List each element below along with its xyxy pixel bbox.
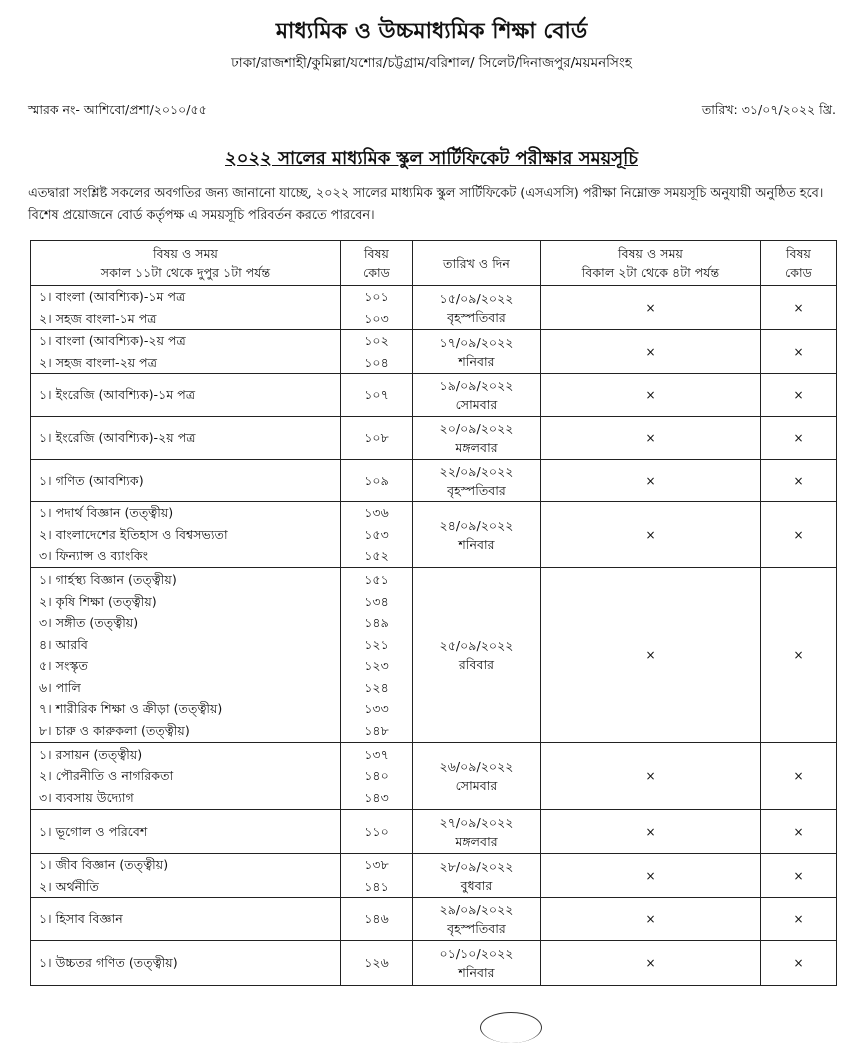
subject-code: ১৩৭: [364, 746, 389, 762]
subject-code: ১০৭: [364, 387, 389, 403]
exam-day: শনিবার: [458, 965, 495, 980]
exam-day: সোমবার: [455, 778, 498, 793]
morning-subjects-cell: [31, 568, 341, 743]
afternoon-subject-cell: ×: [541, 502, 761, 568]
table-row: [31, 568, 837, 743]
subject-name: ১। গণিত (আবশ্যিক): [39, 472, 144, 488]
morning-subjects-cell: [31, 374, 341, 417]
morning-subjects-cell: [31, 854, 341, 898]
afternoon-code-cell: ×: [761, 854, 837, 898]
afternoon-code-cell: ×: [761, 460, 837, 502]
subject-code: ১৪০: [364, 768, 389, 784]
morning-subjects-cell: [31, 460, 341, 502]
subject-code: ১০১: [364, 289, 389, 304]
subject-name: ১। হিসাব বিজ্ঞান: [39, 911, 123, 927]
afternoon-subject-cell: ×: [541, 374, 761, 417]
table-row: [31, 941, 837, 986]
subject-name: ২। সহজ বাংলা-২য় পত্র: [39, 354, 157, 370]
afternoon-subject-cell: ×: [541, 568, 761, 743]
subject-code: ১০৯: [364, 472, 389, 488]
header-afternoon-subject: বিষয় ও সময় বিকাল ২টা থেকে ৪টা পর্যন্ত: [541, 241, 761, 286]
table-row: [31, 374, 837, 417]
memo-date: তারিখ: ৩১/০৭/২০২২ খ্রি.: [701, 102, 836, 117]
subject-name: ১। ইংরেজি (আবশ্যিক)-২য় পত্র: [39, 430, 196, 446]
exam-date-cell: [413, 417, 541, 460]
exam-day: শনিবার: [458, 353, 495, 369]
morning-subjects-cell: [31, 330, 341, 374]
exam-day: সোমবার: [455, 397, 498, 412]
subject-code: ১৫১: [364, 572, 389, 587]
subject-name: ২। সহজ বাংলা-১ম পত্র: [39, 310, 157, 326]
subject-name: ১। রসায়ন (তত্ত্বীয়): [39, 746, 143, 762]
document-title-text: ২০২২ সালের মাধ্যমিক স্কুল সার্টিফিকেট পরীক্ষার সময়সূচি: [225, 148, 638, 169]
subject-name: ৬। পালি: [39, 679, 81, 695]
exam-date: ১৭/০৯/২০২২: [439, 334, 514, 350]
exam-day: মঙ্গলবার: [455, 440, 498, 455]
subject-code: ১৩৪: [364, 593, 389, 609]
subject-name: ১। গার্হস্থ্য বিজ্ঞান (তত্ত্বীয়): [39, 572, 177, 587]
afternoon-subject-cell: ×: [541, 417, 761, 460]
exam-date-cell: [413, 810, 541, 854]
table-row: [31, 854, 837, 898]
subject-code: ১৩৮: [364, 857, 389, 872]
exam-date: ২৯/০৯/২০২২: [439, 902, 514, 917]
exam-date-cell: [413, 286, 541, 330]
afternoon-subject-cell: ×: [541, 810, 761, 854]
exam-date-cell: [413, 941, 541, 986]
subject-name: ১। পদার্থ বিজ্ঞান (তত্ত্বীয়): [39, 505, 174, 521]
subject-code: ১৪৮: [364, 722, 389, 738]
subject-code: ১২১: [364, 636, 389, 652]
exam-date: ২৪/০৯/২০২২: [439, 517, 514, 533]
exam-date-cell: [413, 568, 541, 743]
document-title: [0, 144, 863, 175]
subject-code: ১৫২: [364, 548, 389, 564]
table-row: [31, 286, 837, 330]
subject-code: ১৪৩: [364, 789, 389, 805]
stamp-mark: [480, 1012, 542, 1043]
subject-name: ২। অর্থনীতি: [39, 878, 99, 894]
table-row: [31, 743, 837, 810]
subject-code: ১৩৬: [364, 505, 389, 521]
afternoon-subject-cell: ×: [541, 743, 761, 810]
subject-code: ১৪১: [364, 878, 389, 894]
subject-name: ১। ভূগোল ও পরিবেশ: [39, 823, 148, 839]
subject-codes-cell: [341, 374, 413, 417]
subject-name: ২। কৃষি শিক্ষা (তত্ত্বীয়): [39, 593, 157, 609]
subject-name: ৫। সংস্কৃত: [39, 658, 88, 673]
subject-code: ১২৩: [364, 658, 389, 673]
afternoon-code-cell: ×: [761, 568, 837, 743]
subject-code: ১১০: [364, 823, 389, 839]
intro-paragraph: এতদ্বারা সংশ্লিষ্ট সকলের অবগতির জন্য জানানো যাচ্ছে, ২০২২ সালের মাধ্যমিক স্কুল সার্টিফিকেট (এসএসসি) পরীক্ষা নিম্নোক্ত সময়সূচি অনুযায়ী অনুষ্ঠিত হবে। বিশেষ প্রয়োজনে বোর্ড কর্তৃপক্ষ এ সময়সূচি পরিবর্তন করতে পারবেন।: [28, 186, 824, 223]
subject-name: ৩। ফিন্যান্স ও ব্যাংকিং: [39, 548, 149, 564]
subject-name: ৩। ব্যবসায় উদ্যোগ: [39, 789, 134, 805]
table-row: [31, 502, 837, 568]
subject-code: ১০২: [364, 333, 389, 348]
exam-date-cell: [413, 854, 541, 898]
exam-date: ২৫/০৯/২০২২: [439, 638, 514, 653]
afternoon-subject-cell: ×: [541, 898, 761, 941]
exam-day: বুধবার: [460, 877, 493, 893]
exam-date: ২০/০৯/২০২২: [439, 421, 514, 436]
subject-codes-cell: [341, 460, 413, 502]
afternoon-subject-cell: ×: [541, 460, 761, 502]
subject-name: ১। উচ্চতর গণিত (তত্ত্বীয়): [39, 955, 178, 971]
exam-date: ০১/১০/২০২২: [439, 946, 514, 961]
exam-day: বৃহস্পতিবার: [447, 482, 506, 498]
exam-day: বৃহস্পতিবার: [447, 921, 506, 936]
subject-codes-cell: [341, 330, 413, 374]
exam-date: ১৯/০৯/২০২২: [439, 378, 514, 393]
afternoon-subject-cell: ×: [541, 941, 761, 986]
board-cities: ঢাকা/রাজশাহী/কুমিল্লা/যশোর/চট্টগ্রাম/বরিশাল/ সিলেট/দিনাজপুর/ময়মনসিংহ: [231, 55, 632, 71]
afternoon-subject-cell: ×: [541, 330, 761, 374]
afternoon-code-cell: ×: [761, 941, 837, 986]
subject-code: ১৩৩: [364, 701, 389, 716]
afternoon-code-cell: ×: [761, 330, 837, 374]
afternoon-code-cell: ×: [761, 286, 837, 330]
morning-subjects-cell: [31, 417, 341, 460]
subject-name: ১। জীব বিজ্ঞান (তত্ত্বীয়): [39, 857, 169, 872]
morning-subjects-cell: [31, 743, 341, 810]
exam-date-cell: [413, 502, 541, 568]
afternoon-code-cell: ×: [761, 374, 837, 417]
subject-codes-cell: [341, 941, 413, 986]
exam-day: মঙ্গলবার: [455, 833, 498, 849]
subject-name: ২। বাংলাদেশের ইতিহাস ও বিশ্বসভ্যতা: [39, 526, 228, 542]
subject-name: ১। ইংরেজি (আবশ্যিক)-১ম পত্র: [39, 387, 196, 403]
subject-code: ১২৪: [364, 679, 389, 695]
subject-name: ২। পৌরনীতি ও নাগরিকতা: [39, 768, 174, 784]
schedule-body: [31, 286, 837, 986]
exam-day: বৃহস্পতিবার: [447, 309, 506, 325]
header-subject-code: বিষয় কোড: [341, 241, 413, 286]
subject-codes-cell: [341, 743, 413, 810]
table-header-row: [31, 241, 837, 286]
afternoon-subject-cell: ×: [541, 286, 761, 330]
subject-codes-cell: [341, 568, 413, 743]
exam-date-cell: [413, 330, 541, 374]
subject-codes-cell: [341, 417, 413, 460]
header-morning-subject: বিষয় ও সময় সকাল ১১টা থেকে দুপুর ১টা পর্যন্ত: [31, 241, 341, 286]
morning-subjects-cell: [31, 941, 341, 986]
subject-code: ১৪৬: [364, 911, 389, 927]
subject-name: ১। বাংলা (আবশ্যিক)-১ম পত্র: [39, 289, 186, 304]
morning-subjects-cell: [31, 286, 341, 330]
morning-subjects-cell: [31, 898, 341, 941]
subject-codes-cell: [341, 854, 413, 898]
afternoon-code-cell: ×: [761, 810, 837, 854]
header-date-day: তারিখ ও দিন: [413, 241, 541, 286]
subject-code: ১০৪: [364, 354, 389, 370]
subject-code: ১৫৩: [364, 526, 389, 542]
subject-code: ১০৩: [364, 310, 389, 326]
board-name: মাধ্যমিক ও উচ্চমাধ্যমিক শিক্ষা বোর্ড: [275, 19, 588, 44]
table-row: [31, 810, 837, 854]
subject-name: ৩। সঙ্গীত (তত্ত্বীয়): [39, 615, 139, 630]
afternoon-code-cell: ×: [761, 898, 837, 941]
afternoon-code-cell: ×: [761, 502, 837, 568]
table-row: [31, 898, 837, 941]
subject-name: ৪। আরবি: [39, 636, 88, 652]
exam-date: ২৬/০৯/২০২২: [439, 759, 514, 774]
subject-name: ৮। চারু ও কারুকলা (তত্ত্বীয়): [39, 722, 190, 738]
afternoon-subject-cell: ×: [541, 854, 761, 898]
exam-schedule-table: [30, 240, 837, 986]
table-row: [31, 417, 837, 460]
exam-day: রবিবার: [458, 657, 495, 672]
subject-codes-cell: [341, 502, 413, 568]
subject-name: ১। বাংলা (আবশ্যিক)-২য় পত্র: [39, 333, 186, 348]
header-afternoon-code: বিষয় কোড: [761, 241, 837, 286]
subject-codes-cell: [341, 286, 413, 330]
subject-code: ১৪৯: [364, 615, 389, 630]
exam-date-cell: [413, 898, 541, 941]
subject-codes-cell: [341, 810, 413, 854]
table-row: [31, 460, 837, 502]
table-row: [31, 330, 837, 374]
exam-date: ২২/০৯/২০২২: [439, 463, 514, 479]
afternoon-code-cell: ×: [761, 743, 837, 810]
exam-date: ২৭/০৯/২০২২: [439, 814, 514, 830]
memo-row: [28, 102, 836, 124]
exam-date-cell: [413, 743, 541, 810]
morning-subjects-cell: [31, 810, 341, 854]
subject-code: ১২৬: [364, 955, 389, 971]
subject-name: ৭। শারীরিক শিক্ষা ও ক্রীড়া (তত্ত্বীয়): [39, 701, 223, 716]
memo-reference: স্মারক নং- আশিবো/প্রশা/২০১০/৫৫: [28, 102, 207, 117]
morning-subjects-cell: [31, 502, 341, 568]
exam-day: শনিবার: [458, 536, 495, 552]
exam-date-cell: [413, 374, 541, 417]
exam-date: ২৮/০৯/২০২২: [439, 858, 514, 874]
subject-code: ১০৮: [364, 430, 389, 446]
subject-codes-cell: [341, 898, 413, 941]
exam-date-cell: [413, 460, 541, 502]
afternoon-code-cell: ×: [761, 417, 837, 460]
exam-date: ১৫/০৯/২০২২: [439, 290, 514, 306]
